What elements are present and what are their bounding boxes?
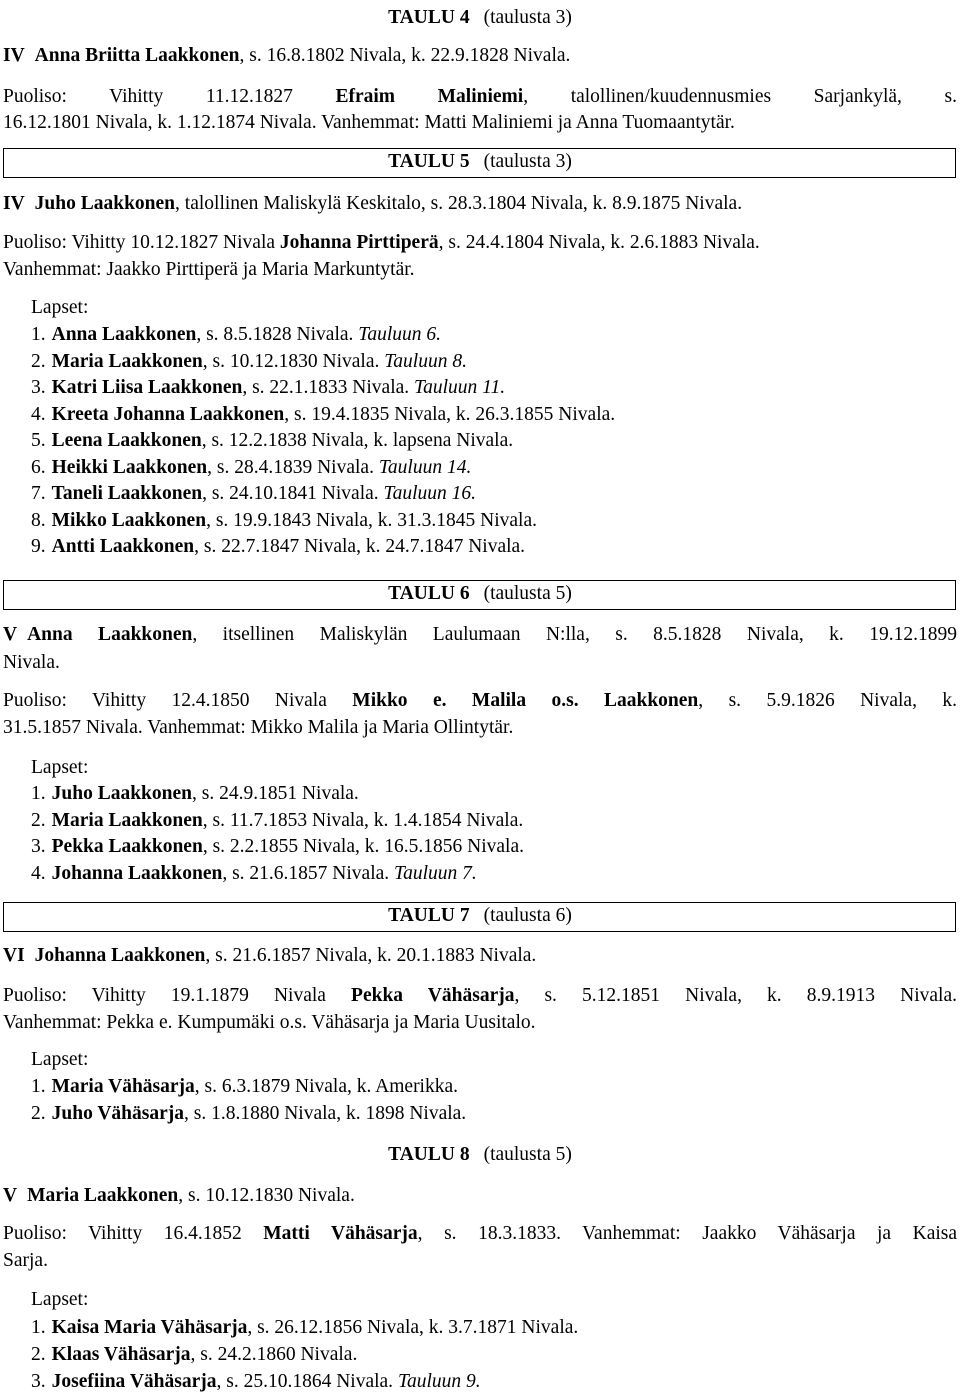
spouse-details: , talollinen/kuudennusmies Sarjankylä, s. xyxy=(523,86,957,107)
child-table-reference: Tauluun 14. xyxy=(378,456,472,478)
child-entry xyxy=(31,509,960,533)
child-details: , s. 12.2.1838 Nivala, k. lapsena Nivala. xyxy=(201,430,514,451)
section-reference: (taulusta 6) xyxy=(483,905,572,926)
child-number: 1. xyxy=(31,1317,46,1338)
child-entry xyxy=(31,1370,960,1394)
child-details: , s. 21.6.1857 Nivala. xyxy=(222,862,395,884)
child-number: 1. xyxy=(31,324,46,345)
section-reference: (taulusta 3) xyxy=(483,7,572,28)
spouse-line xyxy=(3,231,957,255)
generation-numeral: IV xyxy=(3,45,25,66)
person-name: Johanna Laakkonen xyxy=(34,945,206,966)
section-header-taulu-4 xyxy=(0,6,960,30)
children-label: Lapset: xyxy=(31,297,89,318)
spouse-line-2: Vanhemmat: Jaakko Pirttiperä ja Maria Markuntytär. xyxy=(3,259,415,280)
person-line xyxy=(3,623,957,647)
spouse-intro: Puoliso: Vihitty 19.1.1879 Nivala xyxy=(3,985,352,1006)
child-number: 5. xyxy=(31,430,46,451)
generation-numeral: V xyxy=(3,1185,18,1206)
child-entry xyxy=(31,429,960,453)
child-details: , s. 11.7.1853 Nivala, k. 1.4.1854 Nivala. xyxy=(202,809,524,831)
child-number: 3. xyxy=(31,377,46,398)
section-header-taulu-8 xyxy=(0,1143,960,1167)
person-details: , s. 10.12.1830 Nivala. xyxy=(178,1185,355,1206)
spouse-line xyxy=(3,85,957,109)
spouse-intro: Puoliso: Vihitty 12.4.1850 Nivala xyxy=(3,690,353,711)
section-title: TAULU 5 xyxy=(388,151,470,172)
spouse-line-2: 16.12.1801 Nivala, k. 1.12.1874 Nivala. Vanhemmat: Matti Maliniemi ja Anna Tuomaantytär. xyxy=(3,112,735,133)
child-entry xyxy=(31,456,960,480)
spouse-intro: Puoliso: Vihitty 16.4.1852 xyxy=(3,1223,264,1244)
section-title: TAULU 8 xyxy=(388,1144,470,1165)
child-details: , s. 1.8.1880 Nivala, k. 1898 Nivala. xyxy=(184,1102,467,1124)
child-table-reference: Tauluun 16. xyxy=(383,483,477,504)
section-header-taulu-5 xyxy=(0,150,960,174)
child-number: 1. xyxy=(31,783,46,804)
child-name: Katri Liisa Laakkonen xyxy=(51,377,243,398)
child-name: Juho Vähäsarja xyxy=(51,1102,185,1124)
child-details: , s. 19.9.1843 Nivala, k. 31.3.1845 Nivala. xyxy=(206,509,537,531)
section-header-taulu-7 xyxy=(0,904,960,928)
child-entry xyxy=(31,1102,960,1126)
child-number: 3. xyxy=(31,836,46,857)
child-details: , s. 22.1.1833 Nivala. xyxy=(242,377,415,398)
section-header-taulu-6 xyxy=(0,582,960,606)
person-line xyxy=(3,944,957,968)
child-number: 8. xyxy=(31,509,46,531)
child-number: 4. xyxy=(31,403,46,425)
person-details: , s. 21.6.1857 Nivala, k. 20.1.1883 Nivala. xyxy=(205,945,537,966)
child-details: , s. 28.4.1839 Nivala. xyxy=(207,456,379,478)
child-name: Heikki Laakkonen xyxy=(51,456,208,478)
person-name: Juho Laakkonen xyxy=(34,193,176,214)
child-table-reference: Tauluun 8. xyxy=(384,350,467,372)
section-reference: (taulusta 3) xyxy=(483,151,572,172)
spouse-line xyxy=(3,689,957,713)
child-number: 7. xyxy=(31,483,46,504)
child-name: Mikko Laakkonen xyxy=(51,509,207,531)
child-number: 2. xyxy=(31,1344,46,1365)
child-entry xyxy=(31,809,960,833)
child-name: Maria Laakkonen xyxy=(51,809,203,831)
spouse-line-2: Vanhemmat: Pekka e. Kumpumäki o.s. Vähäsarja ja Maria Uusitalo. xyxy=(3,1012,536,1033)
child-name: Maria Laakkonen xyxy=(51,350,203,372)
child-name: Kreeta Johanna Laakkonen xyxy=(51,403,285,425)
spouse-name: Efraim Maliniemi xyxy=(335,86,524,107)
child-entry xyxy=(31,835,960,859)
child-number: 2. xyxy=(31,1102,46,1124)
person-details: , talollinen Maliskylä Keskitalo, s. 28.3.1804 Nivala, k. 8.9.1875 Nivala. xyxy=(175,193,743,214)
child-entry xyxy=(31,350,960,374)
spouse-name: Mikko e. Malila o.s. Laakkonen xyxy=(352,690,699,711)
spouse-details: , s. 24.4.1804 Nivala, k. 2.6.1883 Nivala. xyxy=(438,232,760,253)
children-label: Lapset: xyxy=(31,757,89,778)
spouse-line-2: Sarja. xyxy=(3,1250,48,1271)
child-number: 6. xyxy=(31,456,46,478)
child-name: Josefiina Vähäsarja xyxy=(51,1371,217,1392)
child-details: , s. 10.12.1830 Nivala. xyxy=(202,350,385,372)
person-line xyxy=(3,1184,957,1208)
generation-numeral: VI xyxy=(3,945,25,966)
child-number: 2. xyxy=(31,350,46,372)
child-entry xyxy=(31,376,960,400)
person-name: Maria Laakkonen xyxy=(27,1185,179,1206)
person-line xyxy=(3,192,957,216)
spouse-intro: Puoliso: Vihitty 11.12.1827 xyxy=(3,86,293,107)
child-details: , s. 26.12.1856 Nivala, k. 3.7.1871 Nivala. xyxy=(247,1317,579,1338)
spouse-name: Johanna Pirttiperä xyxy=(279,232,439,253)
children-label: Lapset: xyxy=(31,1289,89,1310)
child-name: Leena Laakkonen xyxy=(51,430,202,451)
spouse-intro: Puoliso: Vihitty 10.12.1827 Nivala xyxy=(3,232,280,253)
child-number: 2. xyxy=(31,809,46,831)
section-title: TAULU 4 xyxy=(388,7,470,28)
spouse-name: Matti Vähäsarja xyxy=(263,1223,418,1244)
spouse-line-2: 31.5.1857 Nivala. Vanhemmat: Mikko Malila ja Maria Ollintytär. xyxy=(3,717,514,738)
person-line xyxy=(3,44,957,68)
child-entry xyxy=(31,862,960,886)
child-table-reference: Tauluun 7. xyxy=(394,862,477,884)
person-details: , itsellinen Maliskylän Laulumaan N:lla, s. 8.5.1828 Nivala, k. 19.12.1899 xyxy=(192,624,957,645)
child-details: , s. 2.2.1855 Nivala, k. 16.5.1856 Nivala. xyxy=(202,836,524,857)
spouse-line xyxy=(3,1222,957,1246)
child-details: , s. 6.3.1879 Nivala, k. Amerikka. xyxy=(194,1076,459,1097)
child-name: Pekka Laakkonen xyxy=(51,836,203,857)
child-table-reference: Tauluun 6. xyxy=(358,324,442,345)
child-entry xyxy=(31,403,960,427)
child-entry xyxy=(31,1343,960,1367)
child-details: , s. 22.7.1847 Nivala, k. 24.7.1847 Nivala. xyxy=(194,536,526,557)
child-number: 1. xyxy=(31,1076,46,1097)
section-title: TAULU 7 xyxy=(388,905,470,926)
spouse-name: Pekka Vähäsarja xyxy=(351,985,515,1006)
person-name: Anna Briitta Laakkonen xyxy=(34,45,240,66)
child-number: 3. xyxy=(31,1371,46,1392)
child-entry xyxy=(31,1075,960,1099)
person-name: Anna Laakkonen xyxy=(27,624,193,645)
section-reference: (taulusta 5) xyxy=(483,583,572,604)
section-title: TAULU 6 xyxy=(388,583,470,604)
child-entry xyxy=(31,1316,960,1340)
child-entry xyxy=(31,535,960,559)
person-line-2: Nivala. xyxy=(3,652,60,673)
child-name: Antti Laakkonen xyxy=(51,536,195,557)
spouse-details: , s. 5.9.1826 Nivala, k. xyxy=(698,690,957,711)
child-details: , s. 25.10.1864 Nivala. xyxy=(216,1371,398,1392)
child-table-reference: Tauluun 11. xyxy=(414,377,506,398)
child-details: , s. 19.4.1835 Nivala, k. 26.3.1855 Nivala. xyxy=(284,403,616,425)
section-reference: (taulusta 5) xyxy=(483,1144,572,1165)
child-name: Maria Vähäsarja xyxy=(51,1076,195,1097)
child-number: 9. xyxy=(31,536,46,557)
child-entry xyxy=(31,782,960,806)
spouse-line xyxy=(3,984,957,1008)
child-entry xyxy=(31,323,960,347)
person-details: , s. 16.8.1802 Nivala, k. 22.9.1828 Nivala. xyxy=(239,45,571,66)
child-table-reference: Tauluun 9. xyxy=(397,1371,481,1392)
child-details: , s. 24.9.1851 Nivala. xyxy=(191,783,359,804)
child-name: Taneli Laakkonen xyxy=(51,483,203,504)
generation-numeral: V xyxy=(3,624,18,645)
child-name: Johanna Laakkonen xyxy=(51,862,223,884)
child-number: 4. xyxy=(31,862,46,884)
child-details: , s. 24.2.1860 Nivala. xyxy=(190,1344,358,1365)
child-name: Kaisa Maria Vähäsarja xyxy=(51,1317,248,1338)
child-entry xyxy=(31,482,960,506)
child-details: , s. 24.10.1841 Nivala. xyxy=(202,483,384,504)
child-details: , s. 8.5.1828 Nivala. xyxy=(196,324,359,345)
child-name: Klaas Vähäsarja xyxy=(51,1344,191,1365)
child-name: Anna Laakkonen xyxy=(51,324,197,345)
spouse-details: , s. 5.12.1851 Nivala, k. 8.9.1913 Nivala. xyxy=(514,985,957,1006)
generation-numeral: IV xyxy=(3,193,25,214)
children-label: Lapset: xyxy=(31,1049,89,1070)
spouse-details: , s. 18.3.1833. Vanhemmat: Jaakko Vähäsarja ja Kaisa xyxy=(417,1223,958,1244)
child-name: Juho Laakkonen xyxy=(51,783,192,804)
